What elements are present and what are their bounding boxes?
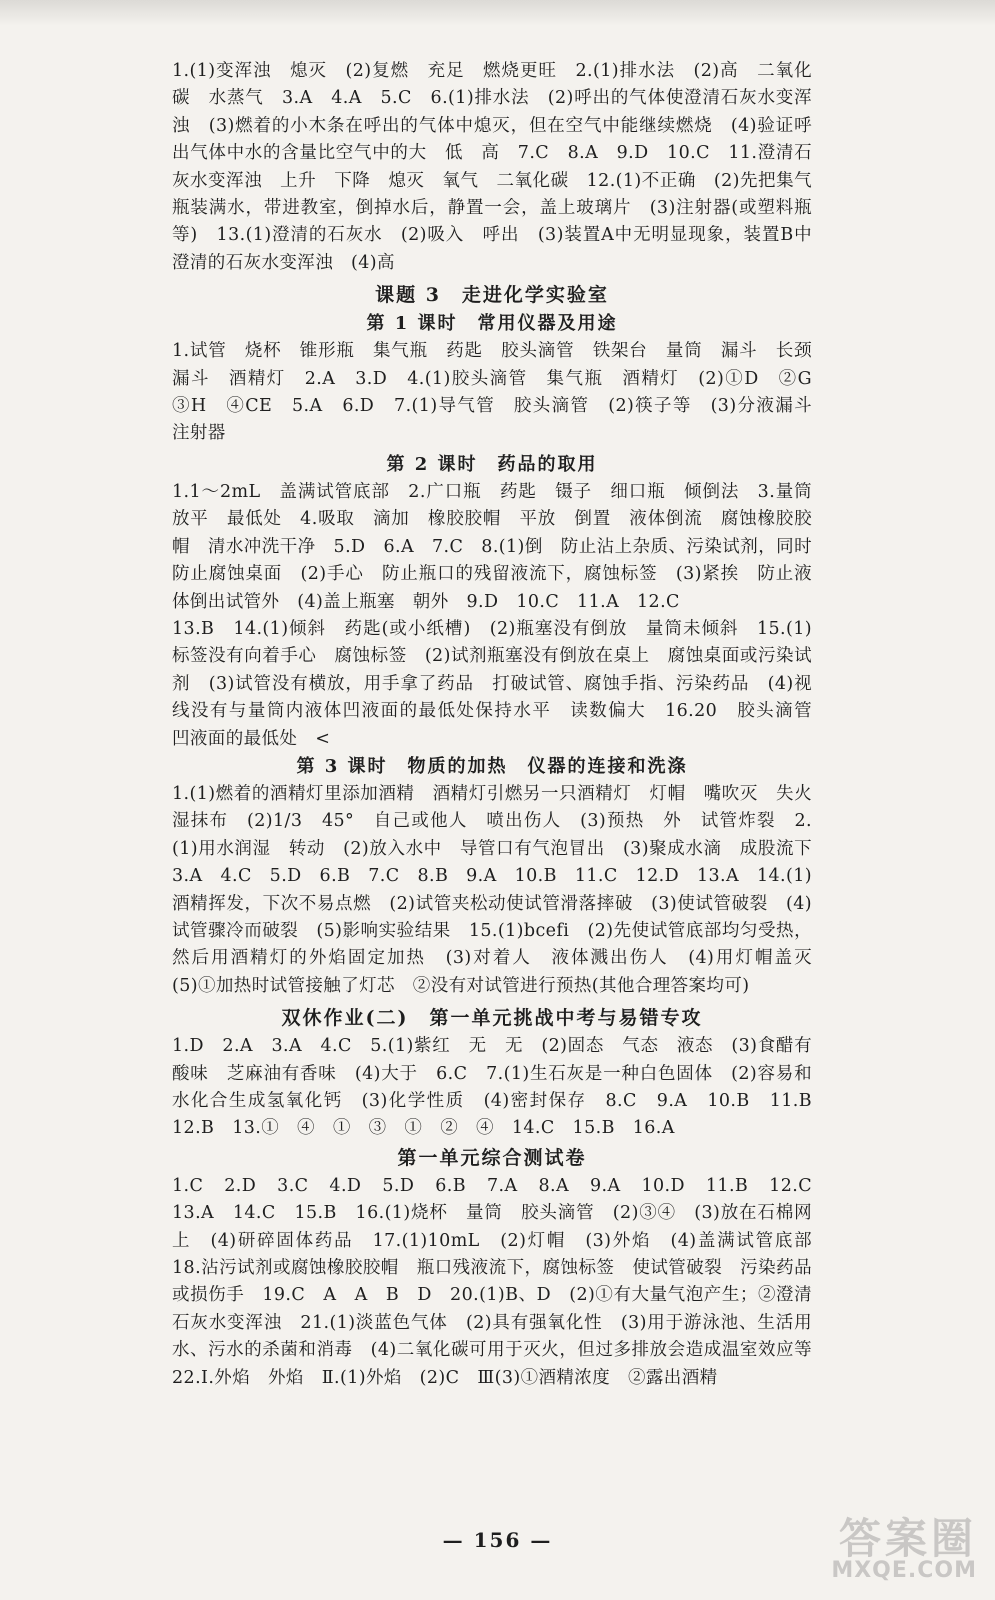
answer-paragraph: 1.试管 烧杯 锥形瓶 集气瓶 药匙 胶头滴管 铁架台 量筒 漏斗 长颈漏斗 酒精灯 2.A 3.D 4.(1)胶头滴管 集气瓶 酒精灯 (2)①D ②G ③H ④CE 5.A 6.D 7.(1)导气管 胶头滴管 (2)筷子等 (3)分液漏斗 注射器 [172,341,830,444]
page-number: — 156 — [442,1528,553,1552]
answer-paragraph: 1.1～2mL 盖满试管底部 2.广口瓶 药匙 镊子 细口瓶 倾倒法 3.量筒 放平 最低处 4.吸取 滴加 橡胶胶帽 平放 倒置 液体倒流 腐蚀橡胶胶帽 清水冲洗干净 5.D 6.A 7.C 8.(1)倒 防止沾上杂质、污染试剂，同时防止腐蚀桌面 (2)手心 防止瓶口的残留液流下，腐蚀标签 (3)紧挨 防止液体倒出试管外 (4)盖上瓶塞 朝外 9.D 10.C 11.A 12.C [172,481,830,612]
answer-paragraph: 1.D 2.A 3.A 4.C 5.(1)紫红 无 无 (2)固态 气态 液态 (3)食醋有酸味 芝麻油有香味 (4)大于 6.C 7.(1)生石灰是一种白色固体 (2)容易和水化合生成氢氧化钙 (3)化学性质 (4)密封保存 8.C 9.A 10.B 11.B 12.B 13.① ④ ① ③ ① ② ④ 14.C 15.B 16.A [172,1036,830,1139]
watermark-mark: 答案圈 [838,1514,977,1563]
answer-paragraph: 1.C 2.D 3.C 4.D 5.D 6.B 7.A 8.A 9.A 10.D 11.B 12.C 13.A 14.C 15.B 16.(1)烧杯 量筒 胶头滴管 (2)③④ (3)放在石棉网上 (4)研碎固体药品 17.(1)10mL (2)灯帽 (3)外焰 (4)盖满试管底部 18.沾污试剂或腐蚀橡胶胶帽 瓶口残液流下，腐蚀标签 使试管破裂 污染药品或损伤手 19.C A A B D 20.(1)B、D (2)①有大量气泡产生；②澄清石灰水变浑浊 21.(1)淡蓝色气体 (2)具有强氧化性 (3)用于游泳池、生活用水、污水的杀菌和消毒 (4)二氧化碳可用于灭火，但过多排放会造成温室效应等 22.Ⅰ.外焰 外焰 Ⅱ.(1)外焰 (2)C Ⅲ(3)①酒精浓度 ②露出酒精 [172,1175,830,1388]
answer-paragraph: 1.(1)燃着的酒精灯里添加酒精 酒精灯引燃另一只酒精灯 灯帽 嘴吹灭 失火 湿抹布 (2)1/3 45° 自己或他人 喷出伤人 (3)预热 外 试管炸裂 2.(1)用水润湿 转动 (2)放入水中 导管口有气泡冒出 (3)聚成水滴 成股流下 3.A 4.C 5.D 6.B 7.C 8.B 9.A 10.B 11.C 12.D 13.A 14.(1)酒精挥发，下次不易点燃 (2)试管夹松动使试管滑落摔破 (3)使试管破裂 (4)试管骤冷而破裂 (5)影响实验结果 15.(1)bcefi (2)先使试管底部均匀受热，然后用酒精灯的外焰固定加热 (3)对着人 液体溅出伤人 (4)用灯帽盖灭 (5)①加热时试管接触了灯芯 ②没有对试管进行预热(其他合理答案均可) [172,783,830,996]
weekend2-title: 双休作业(二) 第一单元挑战中考与易错专攻 [281,1007,703,1030]
answer-content [172,58,830,1392]
watermark-logo [787,1506,977,1586]
answer-paragraph: 1.(1)变浑浊 熄灭 (2)复燃 充足 燃烧更旺 2.(1)排水法 (2)高 二氧化碳 水蒸气 3.A 4.A 5.C 6.(1)排水法 (2)呼出的气体使澄清石灰水变浑浊 (3)燃着的小木条在呼出的气体中熄灭，但在空气中能继续燃烧 (4)验证呼出气体中水的含量比空气中的大 低 高 7.C 8.A 9.D 10.C 11.澄清石灰水变浑浊 上升 下降 熄灭 氧气 二氧化碳 12.(1)不正确 (2)先把集气瓶装满水，带进教室，倒掉水后，静置一会，盖上玻璃片 (3)注射器(或塑料瓶等) 13.(1)澄清的石灰水 (2)吸入 呼出 (3)装置A中无明显现象，装置B中澄清的石灰水变浑浊 (4)高 [172,61,812,273]
lesson2-title: 第 2 课时 药品的取用 [386,453,598,475]
lesson1-title: 第 1 课时 常用仪器及用途 [366,313,618,335]
lesson1-answers [172,338,830,448]
lesson3-title: 第 3 课时 物质的加热 仪器的连接和洗涤 [296,755,688,777]
answer-paragraph: 13.B 14.(1)倾斜 药匙(或小纸槽) (2)瓶塞没有倒放 量筒未倾斜 15.(1)标签没有向着手心 腐蚀标签 (2)试剂瓶塞没有倒放在桌上 腐蚀桌面或污染试剂 (3)试管没有横放，用手拿了药品 打破试管、腐蚀手指、污染药品 (4)视线没有与量筒内液体凹液面的最低处保持水平 读数偏大 16.20 胶头滴管 凹液面的最低处 < [172,618,830,749]
unit1-test-answers [172,1173,830,1392]
lesson2-answers [172,479,830,753]
lesson3-answers [172,781,830,1000]
scan-top-edge [0,0,995,26]
watermark-url: MXQE.COM [831,1558,977,1583]
weekend2-answers [172,1033,830,1143]
topic3-title: 课题 3 走进化学实验室 [375,284,609,307]
section-intro-answers [172,58,812,277]
unit1-test-title: 第一单元综合测试卷 [397,1146,587,1169]
